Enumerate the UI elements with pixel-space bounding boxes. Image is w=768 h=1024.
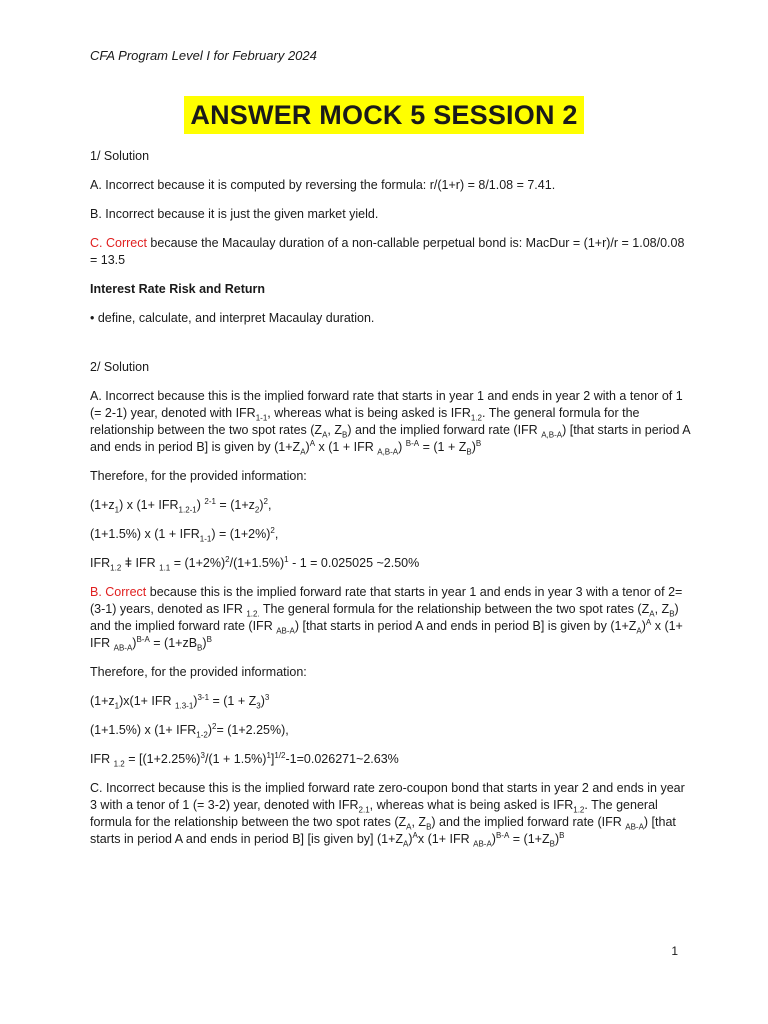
page-title: ANSWER MOCK 5 SESSION 2 bbox=[184, 96, 583, 134]
q2-heading: 2/ Solution bbox=[90, 360, 150, 374]
q2-therefore-1: Therefore, for the provided information: bbox=[90, 469, 307, 483]
q1-heading: 1/ Solution bbox=[90, 149, 150, 163]
q1-correct-label: C. Correct bbox=[90, 236, 147, 250]
q2-equation-3: $IFR_{1.2}$ ǂ IFR $_{1.1} = (1+2\%)^2/(1+1.5\%)^1 - 1 = 0.025025$ ~2.50% bbox=[90, 554, 420, 573]
q1-option-c-text: because the Macaulay duration of a non-callable perpetual bond is: MacDur = (1+r)/r = 1.08/0.08 = 13.5 bbox=[90, 236, 685, 267]
q2-equation-2: (1+1.5%) x $(1 + IFR_{1-1}) = (1+2\%)^2$, bbox=[90, 525, 279, 544]
q1-option-b: B. Incorrect because it is just the given market yield. bbox=[90, 207, 379, 221]
page-header: CFA Program Level I for February 2024 bbox=[90, 48, 317, 63]
page-number: 1 bbox=[671, 944, 678, 958]
q2-option-b: B. Correct because this is the implied forward rate that starts in year 1 and ends in year 3 with a tenor of 2=(3-1) years, denoted as IFR $_{1.2.}$ The general formula for the relationship between the two spot rates ($Z_A$, $Z_B$) and the implied forward rate (IFR $_{AB-A}$) [that starts in period A and ends in period B] is given by $(1+Z_A)^A$ x (1+ IFR $_{AB-A})^{B-A} = (1+zB_B)^B$ bbox=[90, 585, 683, 653]
q2-option-c: C. Incorrect because this is the implied forward rate zero-coupon bond that starts in year 2 and ends in year 3 with a tenor of 1 (= 3-2) year, denoted with $IFR_{2.1}$, whereas what is being asked is $IFR_{1.2}$. The general formula for the relationship between the two spot rates ($Z_A$, $Z_B$) and the implied forward rate (IFR $_{AB-A}$) [that starts in period A and ends in period B] [is given by] $(1+Z_A)^Ax$ (1+ IFR $_{AB-A})^{B-A} = (1+Z_B)^B$ bbox=[90, 781, 685, 849]
q1-option-c bbox=[90, 235, 690, 269]
q2-correct-label: B. Correct bbox=[90, 585, 147, 599]
q2-equation-1: $(1+z_1)$ x $(1+ IFR_{1.2-1})$ $^{2-1} = (1+z_2)^2$, bbox=[90, 496, 272, 515]
q2-equation-4: $(1+z_1)x(1+$ IFR $_{1.3-1})^{3-1} = (1 + Z_3)^3$ bbox=[90, 692, 270, 711]
title-container bbox=[0, 96, 768, 134]
q2-equation-5: (1+1.5%) x $(1+ IFR_{1-2})^2= (1+2.25\%)$, bbox=[90, 721, 289, 740]
q2-therefore-2: Therefore, for the provided information: bbox=[90, 665, 307, 679]
q2-option-a: A. Incorrect because this is the implied forward rate that starts in year 1 and ends in year 2 with a tenor of 1 (= 2-1) year, denoted with $IFR_{1-1}$, whereas what is being asked is $IFR_{1.2}$. The general formula for the relationship between the two spot rates ($Z_A$, $Z_B$) and the implied forward rate (IFR $_{A,B-A}$) [that starts in period A and ends in period B] is given by $(1+Z_A)^A$ x (1 + IFR $_{A,B-A}$) $^{B-A} = (1 + Z_B)^B$ bbox=[90, 389, 690, 457]
q1-los: • define, calculate, and interpret Macaulay duration. bbox=[90, 311, 375, 325]
q1-option-a: A. Incorrect because it is computed by reversing the formula: r/(1+r) = 8/1.08 = 7.41. bbox=[90, 178, 556, 192]
q1-topic: Interest Rate Risk and Return bbox=[90, 282, 266, 296]
document-body bbox=[90, 148, 690, 860]
q2-equation-6: IFR $_{1.2} = [(1+2.25\%)^3/(1$ + $1.5\%)^1]^{1/2}-1=0.026271\sim 2.63\%$ bbox=[90, 750, 399, 769]
